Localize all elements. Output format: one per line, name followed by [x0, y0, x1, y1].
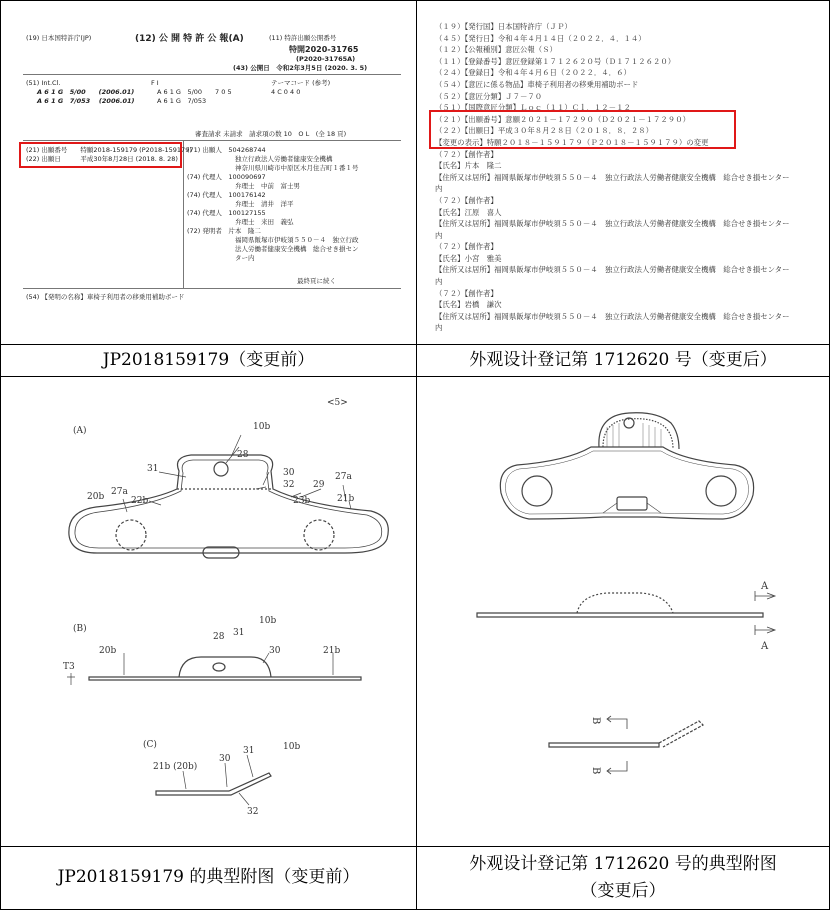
design-line: （５４）【意匠に係る物品】車椅子利用者の移乗用補助ボード: [435, 79, 639, 89]
design-line: （７２）【創作者】: [435, 149, 498, 159]
applicant-line: (72) 発明者 片本 隆二: [187, 227, 261, 235]
applicant-line: 弁理士 来田 義弘: [235, 218, 294, 226]
applicant-line: 弁理士 清井 洋平: [235, 200, 294, 208]
label-22b: 22b: [131, 496, 149, 506]
cut-label-a-bottom: A: [761, 641, 769, 652]
design-line: 【住所又は居所】福岡県飯塚市伊岐須５５０－４ 独立行政法人労働者健康安全機構 総合せき損センター: [435, 311, 790, 321]
design-line: （７２）【創作者】: [435, 288, 498, 298]
pubno: 特開2020-31765: [289, 45, 359, 54]
page-number: <5>: [327, 398, 348, 408]
design-bibliography-list: [435, 21, 789, 334]
elevation-flap: [577, 593, 673, 613]
patent-drawing-cell: [0, 376, 417, 847]
continued-note: 最終頁に続く: [297, 277, 336, 285]
divider: [23, 288, 401, 289]
design-line: （７２）【創作者】: [435, 242, 498, 252]
label-32-a: 32: [283, 480, 295, 490]
label-27a-left: 27a: [111, 487, 128, 497]
hole-b: [213, 663, 225, 671]
cut-label-b-top: B: [590, 717, 601, 725]
highlight-box-change: [429, 110, 736, 149]
applicant-line: (71) 出願人 504268744: [187, 146, 266, 154]
elevation-board: [477, 613, 763, 617]
label-10b-c: 10b: [283, 742, 301, 752]
label-31-b: 31: [233, 628, 245, 638]
application-date: (22) 出願日 平成30年8月28日 (2018. 8. 28): [26, 155, 178, 163]
dimple-left: [522, 476, 552, 506]
caption-drawing-after: [416, 846, 830, 910]
design-line: 【氏名】小宮 雅美: [435, 253, 502, 263]
design-line: 内: [435, 230, 443, 240]
design-line: 内: [435, 323, 443, 333]
caption-before-text: JP2018159179（变更前）: [102, 349, 315, 370]
design-line: 【氏名】江原 喜人: [435, 207, 502, 217]
applicant-line: (74) 代理人 100176142: [187, 191, 266, 199]
tab-stitch: [603, 419, 673, 449]
design-line: 内: [435, 277, 443, 287]
design-line: （７２）【創作者】: [435, 195, 498, 205]
design-line: （４５）【発行日】令和４年４月１４日（２０２２．４．１４）: [435, 33, 646, 43]
issuer: (19) 日本国特許庁(JP): [26, 34, 92, 42]
pubdate: (43) 公開日 令和2年3月5日 (2020. 3. 5): [233, 64, 368, 72]
caption-drawing-after-line2: （变更后）: [580, 881, 666, 901]
label-29: 29: [313, 480, 325, 490]
exam-line: 審査請求 未請求 請求項の数 10 O L (全 18 頁): [195, 130, 347, 138]
label-28-a: 28: [237, 450, 249, 460]
divider: [23, 140, 401, 141]
grip-slot: [617, 497, 647, 510]
label-10b-b: 10b: [259, 616, 277, 626]
dimple-right: [304, 520, 334, 550]
design-line: （１１）【登録番号】意匠登録第１７１２６２０号（Ｄ１７１２６２０）: [435, 56, 676, 66]
caption-drawing-before-text: JP2018159179 的典型附图（变更前）: [57, 867, 360, 888]
label-31-a: 31: [147, 464, 159, 474]
label-21b-a: 21b: [337, 494, 355, 504]
label-20b-a: 20b: [87, 492, 105, 502]
design-line: （１２）【公報種別】意匠公報（Ｓ）: [435, 45, 557, 55]
applicant-line: 福岡県飯塚市伊岐須５５０－４ 独立行政: [235, 236, 359, 244]
board-top: [500, 447, 753, 519]
caption-after-text: 外观设计登记第 1712620 号（变更后）: [469, 349, 777, 370]
tab-lines: [607, 423, 661, 447]
ipc-2: A 6 1 G 7/053 (2006.01): [37, 97, 135, 105]
applicant-line: 独立行政法人労働者健康安全機構: [235, 155, 333, 163]
design-line: 【住所又は居所】福岡県飯塚市伊岐須５５０－４ 独立行政法人労働者健康安全機構 総合せき損センター: [435, 172, 790, 182]
intcl-label: (51) Int.Cl.: [26, 79, 61, 87]
design-line: （２１）【出願番号】意願２０２１－１７２９０（Ｄ２０２１－１７２９０）: [435, 114, 690, 124]
divider-vertical: [183, 140, 184, 288]
application-number: (21) 出願番号 特願2018-159179 (P2018-159179): [26, 146, 192, 154]
publication-kind: (12) 公 開 特 許 公 報(A): [135, 34, 244, 44]
design-line: （５２）【意匠分類】Ｊ７－７０: [435, 91, 543, 101]
label-27a-right: 27a: [335, 472, 352, 482]
theme-1: 4 C 0 4 0: [271, 88, 301, 96]
design-line: 内: [435, 184, 443, 194]
design-line: （２４）【登録日】令和４年４月６日（２０２２．４．６）: [435, 68, 631, 78]
cut-label-a-top: A: [761, 581, 769, 592]
design-drawing: [417, 377, 829, 846]
applicant-line: (74) 代理人 100127155: [187, 209, 266, 217]
label-32-c: 32: [247, 807, 259, 817]
hole-28: [214, 462, 228, 476]
label-28-b: 28: [213, 632, 225, 642]
label-30-c: 30: [219, 754, 231, 764]
fi-1: A 6 1 G 5/00 7 0 5: [157, 88, 232, 96]
design-line: 【住所又は居所】福岡県飯塚市伊岐須５５０－４ 独立行政法人労働者健康安全機構 総合せき損センター: [435, 219, 790, 229]
cut-label-b-bottom: B: [590, 767, 601, 775]
caption-before: [0, 344, 417, 377]
applicant-line: (74) 代理人 100090697: [187, 173, 266, 181]
theme-label: テーマコード (参考): [271, 79, 331, 87]
design-line: 【氏名】片本 隆二: [435, 161, 502, 171]
dimple-left: [116, 520, 146, 550]
design-line: （５１）【国際意匠分類】Ｌｏｃ（１１）Ｃｌ．１２－１２: [435, 103, 631, 113]
label-20b-b: 20b: [99, 646, 117, 656]
caption-drawing-before: [0, 846, 417, 910]
design-line: 【氏名】岩橋 謙次: [435, 300, 502, 310]
applicant-line: ター内: [235, 254, 255, 262]
divider: [23, 74, 401, 75]
label-10b-a: 10b: [253, 422, 271, 432]
slot-stitch: [603, 503, 661, 513]
ipc-1: A 6 1 G 5/00 (2006.01): [37, 88, 135, 96]
label-31-c: 31: [243, 746, 255, 756]
design-line: （１９）【発行国】日本国特許庁（ＪＰ）: [435, 22, 572, 31]
applicant-line: 法人労働者健康安全機構 総合せき損セン: [235, 245, 359, 253]
applicant-line: 神奈川県川崎市中原区木月住吉町１番１号: [235, 164, 359, 172]
pubno-label: (11) 特許出願公開番号: [269, 34, 337, 42]
label-30-a: 30: [283, 468, 295, 478]
caption-drawing-after-line1: 外观设计登记第 1712620 号的典型附图: [469, 853, 777, 874]
design-line: （２２）【出願日】平成３０年８月２８日（２０１８．８．２８）: [435, 126, 654, 136]
fi-2: A 6 1 G 7/053: [157, 97, 207, 105]
label-30-b: 30: [269, 646, 281, 656]
fig-a-label: (A): [73, 426, 87, 436]
fig-c-label: (C): [143, 740, 157, 750]
caption-after: [416, 344, 830, 377]
design-publication-cell: [416, 0, 830, 345]
label-21b-b: 21b: [323, 646, 341, 656]
section-flap: [659, 721, 703, 747]
highlight-box-application: [19, 142, 182, 168]
jp-publication-cell: [0, 0, 417, 345]
dimple-right: [706, 476, 736, 506]
patent-drawing: [1, 377, 416, 846]
applicant-line: 弁理士 中前 富士男: [235, 182, 300, 190]
design-drawing-cell: [416, 376, 830, 847]
label-23b: 23b: [293, 496, 311, 506]
design-line: 【住所又は居所】福岡県飯塚市伊岐須５５０－４ 独立行政法人労働者健康安全機構 総合せき損センター: [435, 265, 790, 275]
invention-title: (54) 【発明の名称】車椅子利用者の移乗用補助ボード: [26, 293, 185, 301]
fig-b-label: (B): [73, 624, 87, 634]
applicant-block: [187, 146, 359, 263]
board-side-b: [89, 677, 361, 680]
fi-label: F I: [151, 79, 159, 87]
tab-outline: [599, 413, 679, 449]
label-t3: T3: [63, 662, 75, 672]
design-line: 【変更の表示】特願２０１８－１５９１７９（Ｐ２０１８－１５９１７９）の変更: [435, 137, 709, 147]
section-board: [549, 743, 659, 747]
pubno-alt: (P2020-31765A): [296, 55, 356, 63]
board-outline-a: [69, 455, 388, 553]
label-21b20b: 21b (20b): [153, 762, 198, 772]
board-side-c: [156, 773, 271, 795]
